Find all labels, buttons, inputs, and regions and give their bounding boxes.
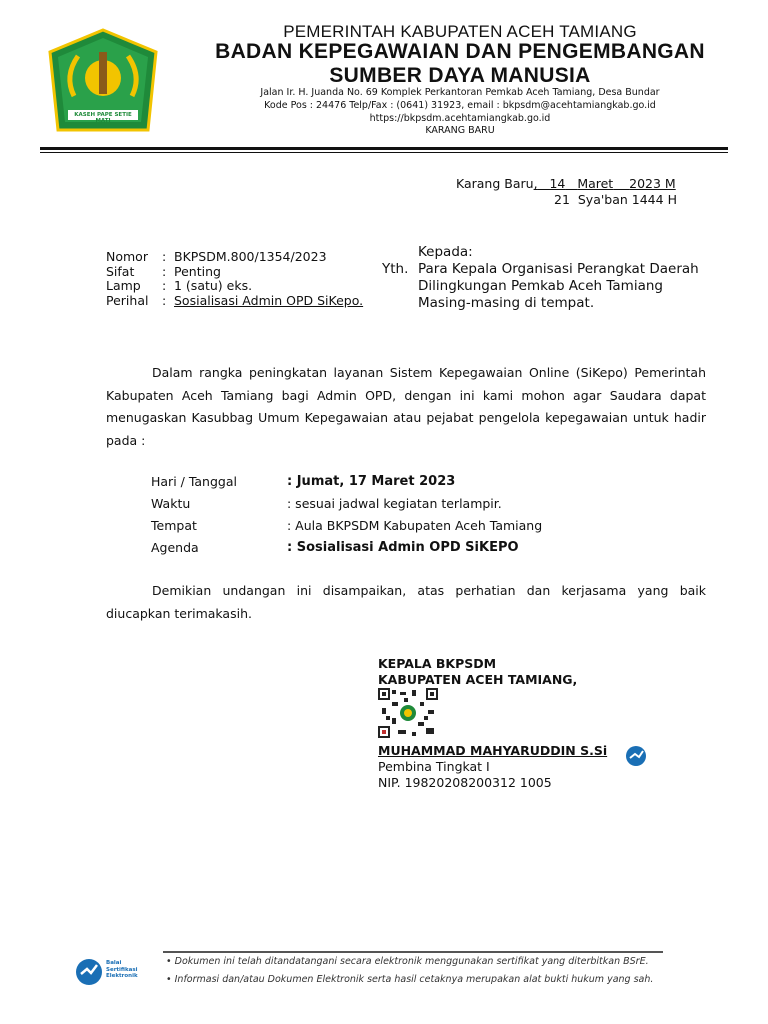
addressee-line: Para Kepala Organisasi Perangkat Daerah: [418, 261, 699, 277]
event-agenda: : Sosialisasi Admin OPD SiKEPO: [287, 540, 519, 555]
regency-logo: [44, 26, 162, 144]
date-place: Karang Baru: [456, 176, 534, 191]
signature-qr-code: [378, 688, 438, 738]
addressee-heading: Kepada:: [418, 244, 473, 260]
letterhead-agency-line2: SUMBER DAYA MANUSIA: [329, 64, 591, 87]
letterhead-government: PEMERINTAH KABUPATEN ACEH TAMIANG: [283, 22, 637, 41]
detail-row-agenda: Agenda : Sosialisasi Admin OPD SiKEPO: [151, 537, 542, 559]
letterhead-divider: [40, 147, 728, 150]
footer-note-2: • Informasi dan/atau Dokumen Elektronik serta hasil cetaknya merupakan alat bukti hukum yang sah.: [166, 974, 654, 985]
bsre-signature-icon: [625, 745, 647, 767]
meta-row-nomor: Nomor : BKPSDM.800/1354/2023: [106, 249, 327, 264]
bsre-label: Balai Sertifikasi Elektronik: [106, 960, 138, 979]
letter-subject: Sosialisasi Admin OPD SiKepo.: [174, 292, 364, 308]
signer-nip: NIP. 19820208200312 1005: [378, 775, 552, 790]
letterhead-website[interactable]: https://bkpsdm.acehtamiangkab.go.id: [369, 113, 551, 124]
footer-divider: [163, 951, 663, 953]
letter-date: [456, 176, 677, 207]
event-date: : Jumat, 17 Maret 2023: [287, 474, 456, 489]
date-hijri-month: Sya'ban 1444 H: [577, 192, 677, 207]
signer-title-2: KABUPATEN ACEH TAMIANG,: [378, 672, 578, 687]
addressee-line: Dilingkungan Pemkab Aceh Tamiang: [418, 278, 663, 294]
detail-row-place: Tempat : Aula BKPSDM Kabupaten Aceh Tamiang: [151, 518, 543, 533]
body-paragraph-1: Dalam rangka peningkatan layanan Sistem Kepegawaian Online (SiKepo) Pemerintah Kabupaten Aceh Tamiang bagi Admin OPD, dengan ini kami mohon agar Saudara dapat menugaskan Kasubbag Umum Kepegawaian atau pejabat pengelola kepegawaian untuk hadir pada :: [106, 365, 706, 448]
bsre-logo: [74, 955, 154, 989]
letter-meta: [106, 250, 363, 308]
meta-row-lamp: Lamp : 1 (satu) eks.: [106, 278, 253, 293]
meta-row-perihal: Perihal : Sosialisasi Admin OPD SiKepo.: [106, 292, 364, 308]
logo-motto: KASEH PAPE SETIE MATI: [74, 112, 132, 124]
body-paragraph-2: Demikian undangan ini disampaikan, atas perhatian dan kerjasama yang baik diucapkan terimakasih.: [106, 583, 706, 621]
footer-note-1: • Dokumen ini telah ditandatangani secara elektronik menggunakan sertifikat yang diterbitkan BSrE.: [166, 956, 649, 967]
addressee-block: [382, 244, 699, 312]
letter-number: BKPSDM.800/1354/2023: [174, 249, 327, 264]
signer-rank: Pembina Tingkat I: [378, 759, 490, 774]
detail-row-time: Waktu : sesuai jadwal kegiatan terlampir.: [151, 496, 502, 511]
addressee-yth: Yth.: [382, 261, 409, 277]
letterhead-city: KARANG BARU: [425, 125, 495, 136]
letterhead-contact: Kode Pos : 24476 Telp/Fax : (0641) 31923, email : bkpsdm@acehtamiangkab.go.id: [264, 100, 656, 111]
signer-title: KEPALA BKPSDM: [378, 656, 497, 671]
event-details: [151, 471, 542, 559]
letterhead-agency: BADAN KEPEGAWAIAN DAN PENGEMBANGAN: [215, 40, 705, 63]
letterhead-address: Jalan Ir. H. Juanda No. 69 Komplek Perkantoran Pemkab Aceh Tamiang, Desa Bundar: [260, 87, 660, 98]
date-gregorian: , 14 Maret 2023 M: [533, 176, 676, 191]
signer-name: MUHAMMAD MAHYARUDDIN S.Si: [378, 743, 608, 758]
date-hijri-day: 21: [554, 192, 570, 207]
detail-row-date: Hari / Tanggal : Jumat, 17 Maret 2023: [151, 471, 542, 493]
meta-row-sifat: Sifat : Penting: [106, 263, 221, 279]
addressee-line: Masing-masing di tempat.: [418, 295, 595, 311]
letterhead-divider-thin: [40, 152, 728, 153]
